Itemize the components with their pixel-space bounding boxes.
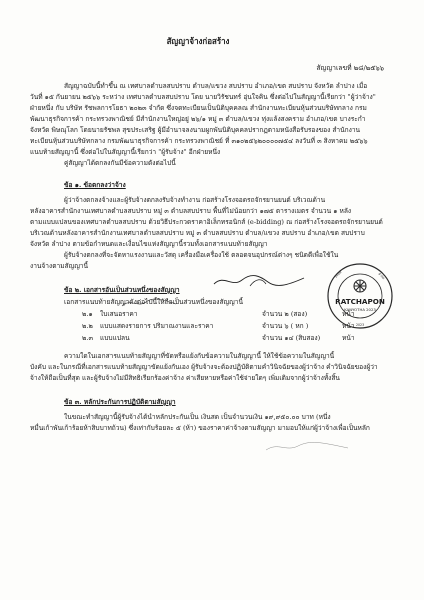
intro-line: แนบท้ายสัญญานี้ ซึ่งต่อไปในสัญญานี้เรียกว่า "ผู้รับจ้าง" อีกฝ่ายหนึ่ง: [30, 148, 221, 156]
clause-1-line: ผู้รับจ้างตกลงที่จะจัดหาแรงงานและวัสดุ เครื่องมือเครื่องใช้ ตลอดจนอุปกรณ์ต่างๆ ชนิดดีเพื่อใช้ใน: [64, 251, 339, 259]
contract-number: สัญญาเลขที่ ๒๘/๒๕๖๖: [316, 64, 384, 72]
attachment-label: แบบแสดงรายการ ปริมาณงานและราคา: [100, 322, 214, 330]
attachment-count: จำนวน ๒ (สอง): [262, 310, 308, 318]
intro-line: คู่สัญญาได้ตกลงกันมีข้อความดังต่อไปนี้: [64, 159, 176, 167]
clause-2-line: จ้างให้ถือเป็นที่สุด และผู้รับจ้างไม่มีสิทธิเรียกร้องค่าจ้าง ค่าเสียหายหรือค่าใช้จ่ายใดๆ เพิ่มเติมจากผู้ว่าจ้างทั้งสิ้น: [30, 374, 340, 382]
clause-1-line: บริเวณด้านหลังอาคารสำนักงานเทศบาลตำบลสบปราบ หมู่ ๓ ตำบลสบปราบ ตำบล/แขวง สบปราบ อำเภอ/เขต สบปราบ: [30, 229, 365, 237]
intro-line: พัฒนาธุรกิจการค้า กระทรวงพาณิชย์ มีสำนักงานใหญ่อยู่ ๒๖/๑ หมู่ ๓ ตำบล/แขวง ทุ่งแล้งสงคราม อำเภอ/เขต บางระกำ: [30, 115, 366, 123]
clause-1-heading: ข้อ ๑. ข้อตกลงว่าจ้าง: [64, 181, 126, 189]
clause-3-heading: ข้อ ๓. หลักประกันการปฏิบัติตามสัญญา: [64, 398, 176, 406]
intro-line: สัญญาฉบับนี้ทำขึ้น ณ เทศบาลตำบลสบปราบ ตำบล/แขวง สบปราบ อำเภอ/เขต สบปราบ จังหวัด ลำปาง เมื่อ: [64, 82, 368, 90]
signature-initial: [120, 296, 180, 310]
company-seal-stamp: [326, 262, 394, 330]
clause-1-line: หลังอาคารสำนักงานเทศบาลตำบลสบปราบ หมู่ ๓ ตำบลสบปราบ พื้นที่ไม่น้อยกว่า ๑๗๕ ตารางเมตร จำนวน ๑ หลัง: [30, 207, 352, 215]
svg-text:2023: 2023: [356, 323, 365, 327]
attachment-count: จำนวน ๑๔ (สิบสอง): [262, 334, 321, 342]
attachment-no: ๒.๒: [82, 322, 93, 330]
intro-line: จังหวัด พิษณุโลก โดยนายรัชพล สุขประเสริฐ ผู้มีอำนาจลงนามผูกพันนิติบุคคลปรากฏตามหนังสือรับรองของ สำนักงาน: [30, 126, 361, 134]
signature-bottom: [262, 440, 352, 454]
clause-2-lead: เอกสารแนบท้ายสัญญาดังต่อไปนี้ให้ถือเป็นส่วนหนึ่งของสัญญานี้: [64, 298, 243, 306]
svg-text:RATCHAPON: RATCHAPON: [335, 297, 385, 306]
svg-text:KANYOTHA 2023: KANYOTHA 2023: [344, 307, 376, 312]
attachment-unit: หน้า: [342, 310, 355, 318]
intro-line: ฝ่ายหนึ่ง กับ บริษัท รัชพลการโยธา ๒๐๒๓ จำกัด ซึ่งจดทะเบียนเป็นนิติบุคคลณ สำนักงานทะเบียนหุ้นส่วนบริษัทกลาง กรม: [30, 104, 367, 112]
attachment-unit: หน้า: [342, 334, 355, 342]
attachment-label: แบบแปลน: [100, 334, 130, 342]
signature-contractor: [210, 272, 310, 290]
clause-1-line: งานจ้างตามสัญญานี้: [30, 262, 89, 270]
clause-2-line: บังคับ และในกรณีที่เอกสารแนบท้ายสัญญาขัดแย้งกันเอง ผู้รับจ้างจะต้องปฏิบัติตามคำวินิจฉัยของผู้ว่าจ้าง คำวินิจฉัยของผู้ว่า: [30, 363, 378, 371]
attachment-unit: หน้า: [342, 322, 355, 330]
clause-1-line: จังหวัด ลำปาง ตามข้อกำหนดและเงื่อนไขแห่งสัญญานี้รวมทั้งเอกสารแนบท้ายสัญญา: [30, 240, 268, 248]
clause-1-line: ผู้ว่าจ้างตกลงจ้างและผู้รับจ้างตกลงรับจ้างทำงาน ก่อสร้างโรงจอดรถจักรยานยนต์ บริเวณด้าน: [64, 196, 326, 204]
svg-text:จำกัด: จำกัด: [377, 271, 386, 281]
clause-1-line: ตามแบบแปลนของเทศบาลตำบลสบปราบ ด้วยวิธีประกวดราคาอิเล็กทรอนิกส์ (e-bidding) ณ ก่อสร้างโรงจอดรถจักรยานยนต์: [30, 218, 383, 226]
intro-line: ทะเบียนหุ้นส่วนบริษัทกลาง กรมพัฒนาธุรกิจการค้า กระทรวงพาณิชย์ ที่ ๓๑๐๒๕๖๒๐๐๐๐๗๕๔ ลงวันที่ ๓ สิงหาคม ๒๕๖๖: [30, 137, 368, 145]
clause-2-heading: ข้อ ๒. เอกสารอันเป็นส่วนหนึ่งของสัญญา: [64, 286, 180, 294]
intro-line: วันที่ ๑๕ กันยายน ๒๕๖๖ ระหว่าง เทศบาลตำบลสบปราบ โดย นายวิรัชนทร์ อุ่นใจคิน ซึ่งต่อไปในสัญญานี้เรียกว่า "ผู้ว่าจ้าง": [30, 93, 376, 101]
attachment-no: ๒.๓: [82, 334, 93, 342]
clause-3-line: ในขณะทำสัญญานี้ผู้รับจ้างได้นำหลักประกันเป็น เงินสด เป็นจำนวนเงิน ๑๙,๙๕๐.๐๐ บาท (หนึ่ง: [64, 413, 331, 421]
clause-2-line: ความใดในเอกสารแนบท้ายสัญญาที่ขัดหรือแย้งกับข้อความในสัญญานี้ ให้ใช้ข้อความในสัญญานี้: [64, 352, 335, 360]
document-title: สัญญาจ้างก่อสร้าง: [166, 37, 230, 47]
clause-3-line: หมื่นเก้าพันเก้าร้อยห้าสิบบาทถ้วน) ซึ่งเท่ากับร้อยละ ๕ (ห้า) ของราคาค่าจ้างตามสัญญา มามอบให้แก่ผู้ว่าจ้างเพื่อเป็นหลัก: [30, 424, 370, 432]
svg-text:บริษัท: บริษัท: [333, 270, 343, 279]
attachment-no: ๒.๑: [82, 310, 93, 318]
attachment-label: ใบเสนอราคา: [100, 310, 138, 318]
attachment-count: จำนวน ๖ ( หก ): [262, 322, 309, 330]
